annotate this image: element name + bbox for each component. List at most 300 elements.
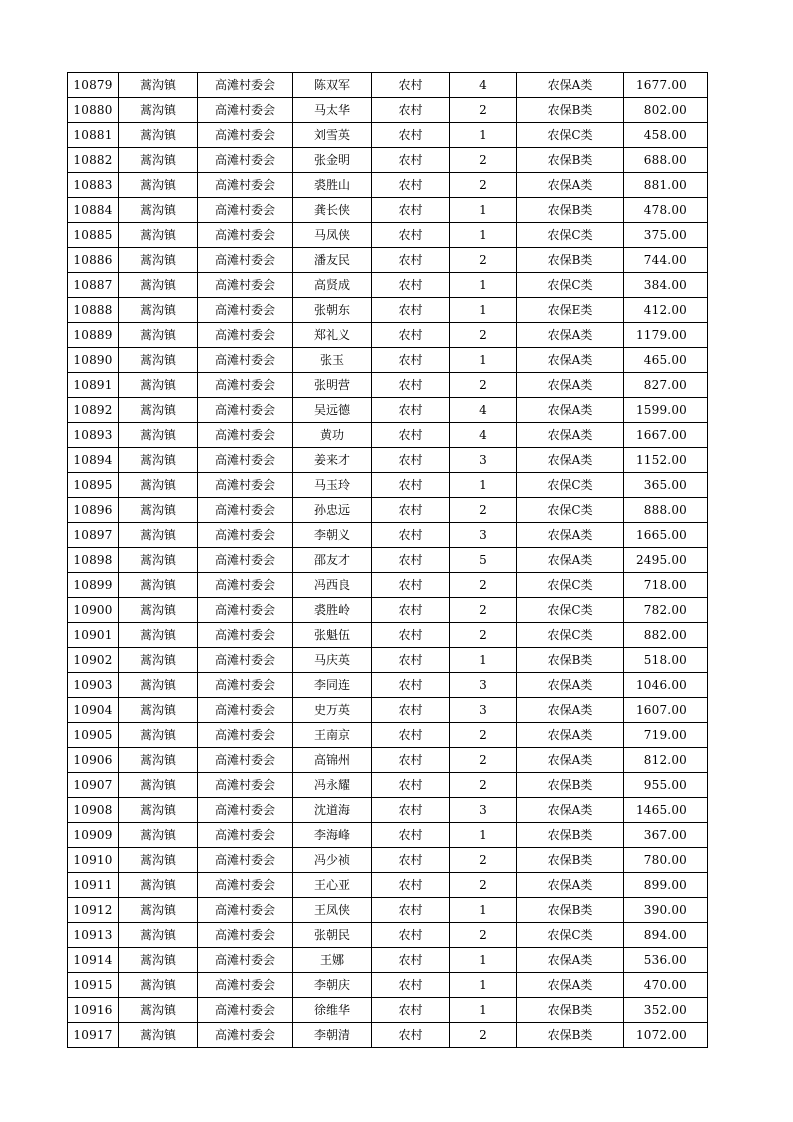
- table-row: [68, 623, 708, 648]
- table-row: [68, 923, 708, 948]
- insurance-class-cell: 农保A类: [517, 723, 624, 748]
- record-number: 10911: [68, 873, 119, 898]
- village-committee-cell: 高滩村委会: [198, 823, 293, 848]
- town-cell: 蒿沟镇: [119, 573, 198, 598]
- amount-cell: 955.00: [624, 773, 708, 798]
- insurance-class-cell: 农保C类: [517, 573, 624, 598]
- insurance-class-cell: 农保B类: [517, 198, 624, 223]
- area-type-cell: 农村: [372, 723, 450, 748]
- town-cell: 蒿沟镇: [119, 798, 198, 823]
- table-row: [68, 148, 708, 173]
- insurance-class-cell: 农保A类: [517, 548, 624, 573]
- village-committee-cell: 高滩村委会: [198, 623, 293, 648]
- amount-cell: 1179.00: [624, 323, 708, 348]
- record-number: 10904: [68, 698, 119, 723]
- name-cell: 张朝东: [293, 298, 372, 323]
- name-cell: 张魁伍: [293, 623, 372, 648]
- amount-cell: 1599.00: [624, 398, 708, 423]
- insurance-class-cell: 农保A类: [517, 948, 624, 973]
- village-committee-cell: 高滩村委会: [198, 873, 293, 898]
- village-committee-cell: 高滩村委会: [198, 348, 293, 373]
- town-cell: 蒿沟镇: [119, 898, 198, 923]
- amount-cell: 458.00: [624, 123, 708, 148]
- name-cell: 冯少祯: [293, 848, 372, 873]
- household-size-cell: 3: [450, 673, 517, 698]
- amount-cell: 888.00: [624, 498, 708, 523]
- village-committee-cell: 高滩村委会: [198, 998, 293, 1023]
- village-committee-cell: 高滩村委会: [198, 748, 293, 773]
- record-number: 10897: [68, 523, 119, 548]
- household-size-cell: 4: [450, 398, 517, 423]
- town-cell: 蒿沟镇: [119, 173, 198, 198]
- record-number: 10879: [68, 73, 119, 98]
- table-row: [68, 273, 708, 298]
- name-cell: 郑礼义: [293, 323, 372, 348]
- village-committee-cell: 高滩村委会: [198, 773, 293, 798]
- town-cell: 蒿沟镇: [119, 148, 198, 173]
- table-row: [68, 873, 708, 898]
- household-size-cell: 5: [450, 548, 517, 573]
- record-number: 10880: [68, 98, 119, 123]
- area-type-cell: 农村: [372, 373, 450, 398]
- name-cell: 张玉: [293, 348, 372, 373]
- amount-cell: 1665.00: [624, 523, 708, 548]
- table-row: [68, 423, 708, 448]
- household-size-cell: 1: [450, 648, 517, 673]
- table-row: [68, 598, 708, 623]
- town-cell: 蒿沟镇: [119, 98, 198, 123]
- area-type-cell: 农村: [372, 298, 450, 323]
- name-cell: 李朝义: [293, 523, 372, 548]
- table-body: [68, 73, 708, 1048]
- record-number: 10915: [68, 973, 119, 998]
- insurance-class-cell: 农保B类: [517, 148, 624, 173]
- amount-cell: 718.00: [624, 573, 708, 598]
- amount-cell: 518.00: [624, 648, 708, 673]
- area-type-cell: 农村: [372, 98, 450, 123]
- area-type-cell: 农村: [372, 548, 450, 573]
- household-size-cell: 1: [450, 273, 517, 298]
- amount-cell: 1607.00: [624, 698, 708, 723]
- amount-cell: 478.00: [624, 198, 708, 223]
- table-row: [68, 773, 708, 798]
- household-size-cell: 1: [450, 823, 517, 848]
- amount-cell: 365.00: [624, 473, 708, 498]
- village-committee-cell: 高滩村委会: [198, 573, 293, 598]
- insurance-class-cell: 农保A类: [517, 423, 624, 448]
- amount-cell: 780.00: [624, 848, 708, 873]
- area-type-cell: 农村: [372, 348, 450, 373]
- household-size-cell: 4: [450, 423, 517, 448]
- town-cell: 蒿沟镇: [119, 123, 198, 148]
- village-committee-cell: 高滩村委会: [198, 898, 293, 923]
- record-number: 10893: [68, 423, 119, 448]
- village-committee-cell: 高滩村委会: [198, 673, 293, 698]
- name-cell: 李朝清: [293, 1023, 372, 1048]
- record-number: 10890: [68, 348, 119, 373]
- table-row: [68, 73, 708, 98]
- town-cell: 蒿沟镇: [119, 973, 198, 998]
- household-size-cell: 4: [450, 73, 517, 98]
- area-type-cell: 农村: [372, 198, 450, 223]
- insurance-class-cell: 农保A类: [517, 373, 624, 398]
- area-type-cell: 农村: [372, 623, 450, 648]
- record-number: 10909: [68, 823, 119, 848]
- area-type-cell: 农村: [372, 73, 450, 98]
- household-size-cell: 2: [450, 148, 517, 173]
- record-number: 10914: [68, 948, 119, 973]
- table-row: [68, 548, 708, 573]
- name-cell: 李同连: [293, 673, 372, 698]
- table-row: [68, 998, 708, 1023]
- town-cell: 蒿沟镇: [119, 623, 198, 648]
- town-cell: 蒿沟镇: [119, 298, 198, 323]
- area-type-cell: 农村: [372, 398, 450, 423]
- insurance-class-cell: 农保A类: [517, 698, 624, 723]
- insurance-class-cell: 农保A类: [517, 673, 624, 698]
- record-number: 10906: [68, 748, 119, 773]
- household-size-cell: 2: [450, 773, 517, 798]
- amount-cell: 812.00: [624, 748, 708, 773]
- town-cell: 蒿沟镇: [119, 848, 198, 873]
- household-size-cell: 2: [450, 498, 517, 523]
- insurance-class-cell: 农保C类: [517, 123, 624, 148]
- area-type-cell: 农村: [372, 248, 450, 273]
- amount-cell: 390.00: [624, 898, 708, 923]
- record-number: 10894: [68, 448, 119, 473]
- insurance-class-cell: 农保A类: [517, 398, 624, 423]
- village-committee-cell: 高滩村委会: [198, 148, 293, 173]
- household-size-cell: 2: [450, 1023, 517, 1048]
- amount-cell: 1465.00: [624, 798, 708, 823]
- record-number: 10901: [68, 623, 119, 648]
- table-row: [68, 198, 708, 223]
- household-size-cell: 2: [450, 248, 517, 273]
- name-cell: 马凤侠: [293, 223, 372, 248]
- record-number: 10908: [68, 798, 119, 823]
- area-type-cell: 农村: [372, 573, 450, 598]
- table-row: [68, 523, 708, 548]
- table-row: [68, 98, 708, 123]
- area-type-cell: 农村: [372, 473, 450, 498]
- table-row: [68, 323, 708, 348]
- record-number: 10891: [68, 373, 119, 398]
- name-cell: 刘雪英: [293, 123, 372, 148]
- name-cell: 吴远德: [293, 398, 372, 423]
- town-cell: 蒿沟镇: [119, 1023, 198, 1048]
- area-type-cell: 农村: [372, 148, 450, 173]
- village-committee-cell: 高滩村委会: [198, 423, 293, 448]
- amount-cell: 375.00: [624, 223, 708, 248]
- insurance-class-cell: 农保E类: [517, 298, 624, 323]
- table-row: [68, 298, 708, 323]
- record-number: 10896: [68, 498, 119, 523]
- record-number: 10898: [68, 548, 119, 573]
- record-number: 10903: [68, 673, 119, 698]
- amount-cell: 744.00: [624, 248, 708, 273]
- area-type-cell: 农村: [372, 873, 450, 898]
- name-cell: 孙忠远: [293, 498, 372, 523]
- village-committee-cell: 高滩村委会: [198, 723, 293, 748]
- table-row: [68, 948, 708, 973]
- table-row: [68, 448, 708, 473]
- area-type-cell: 农村: [372, 273, 450, 298]
- town-cell: 蒿沟镇: [119, 223, 198, 248]
- household-size-cell: 1: [450, 198, 517, 223]
- table-row: [68, 248, 708, 273]
- area-type-cell: 农村: [372, 748, 450, 773]
- name-cell: 张明营: [293, 373, 372, 398]
- name-cell: 潘友民: [293, 248, 372, 273]
- area-type-cell: 农村: [372, 323, 450, 348]
- town-cell: 蒿沟镇: [119, 873, 198, 898]
- town-cell: 蒿沟镇: [119, 448, 198, 473]
- insurance-class-cell: 农保C类: [517, 473, 624, 498]
- name-cell: 高贤成: [293, 273, 372, 298]
- amount-cell: 881.00: [624, 173, 708, 198]
- name-cell: 邵友才: [293, 548, 372, 573]
- town-cell: 蒿沟镇: [119, 648, 198, 673]
- table-row: [68, 673, 708, 698]
- record-number: 10887: [68, 273, 119, 298]
- household-size-cell: 1: [450, 223, 517, 248]
- town-cell: 蒿沟镇: [119, 423, 198, 448]
- table-row: [68, 573, 708, 598]
- area-type-cell: 农村: [372, 848, 450, 873]
- town-cell: 蒿沟镇: [119, 923, 198, 948]
- table-row: [68, 473, 708, 498]
- area-type-cell: 农村: [372, 448, 450, 473]
- area-type-cell: 农村: [372, 598, 450, 623]
- record-number: 10884: [68, 198, 119, 223]
- household-size-cell: 2: [450, 598, 517, 623]
- name-cell: 张金明: [293, 148, 372, 173]
- record-number: 10912: [68, 898, 119, 923]
- village-committee-cell: 高滩村委会: [198, 498, 293, 523]
- area-type-cell: 农村: [372, 823, 450, 848]
- village-committee-cell: 高滩村委会: [198, 198, 293, 223]
- household-size-cell: 2: [450, 573, 517, 598]
- insurance-class-cell: 农保B类: [517, 248, 624, 273]
- name-cell: 冯西良: [293, 573, 372, 598]
- village-committee-cell: 高滩村委会: [198, 373, 293, 398]
- name-cell: 马玉玲: [293, 473, 372, 498]
- table-row: [68, 698, 708, 723]
- village-committee-cell: 高滩村委会: [198, 173, 293, 198]
- household-size-cell: 2: [450, 848, 517, 873]
- amount-cell: 384.00: [624, 273, 708, 298]
- village-committee-cell: 高滩村委会: [198, 948, 293, 973]
- household-size-cell: 2: [450, 748, 517, 773]
- name-cell: 王心亚: [293, 873, 372, 898]
- record-number: 10882: [68, 148, 119, 173]
- village-committee-cell: 高滩村委会: [198, 473, 293, 498]
- name-cell: 高锦州: [293, 748, 372, 773]
- record-number: 10902: [68, 648, 119, 673]
- insurance-class-cell: 农保C类: [517, 923, 624, 948]
- record-number: 10899: [68, 573, 119, 598]
- amount-cell: 688.00: [624, 148, 708, 173]
- record-number: 10881: [68, 123, 119, 148]
- name-cell: 龚长侠: [293, 198, 372, 223]
- area-type-cell: 农村: [372, 773, 450, 798]
- name-cell: 陈双军: [293, 73, 372, 98]
- amount-cell: 536.00: [624, 948, 708, 973]
- record-number: 10907: [68, 773, 119, 798]
- village-committee-cell: 高滩村委会: [198, 523, 293, 548]
- household-size-cell: 3: [450, 698, 517, 723]
- name-cell: 王南京: [293, 723, 372, 748]
- table-row: [68, 498, 708, 523]
- household-size-cell: 1: [450, 348, 517, 373]
- insurance-class-cell: 农保C类: [517, 598, 624, 623]
- town-cell: 蒿沟镇: [119, 548, 198, 573]
- household-size-cell: 1: [450, 948, 517, 973]
- record-number: 10917: [68, 1023, 119, 1048]
- town-cell: 蒿沟镇: [119, 398, 198, 423]
- record-number: 10892: [68, 398, 119, 423]
- town-cell: 蒿沟镇: [119, 523, 198, 548]
- household-size-cell: 1: [450, 973, 517, 998]
- table-row: [68, 373, 708, 398]
- record-number: 10888: [68, 298, 119, 323]
- table-row: [68, 823, 708, 848]
- name-cell: 徐维华: [293, 998, 372, 1023]
- name-cell: 裘胜山: [293, 173, 372, 198]
- town-cell: 蒿沟镇: [119, 198, 198, 223]
- area-type-cell: 农村: [372, 498, 450, 523]
- insurance-class-cell: 农保A类: [517, 73, 624, 98]
- household-size-cell: 3: [450, 448, 517, 473]
- area-type-cell: 农村: [372, 523, 450, 548]
- amount-cell: 894.00: [624, 923, 708, 948]
- town-cell: 蒿沟镇: [119, 323, 198, 348]
- area-type-cell: 农村: [372, 948, 450, 973]
- town-cell: 蒿沟镇: [119, 373, 198, 398]
- record-number: 10916: [68, 998, 119, 1023]
- town-cell: 蒿沟镇: [119, 498, 198, 523]
- area-type-cell: 农村: [372, 123, 450, 148]
- household-size-cell: 2: [450, 98, 517, 123]
- amount-cell: 1152.00: [624, 448, 708, 473]
- amount-cell: 352.00: [624, 998, 708, 1023]
- area-type-cell: 农村: [372, 973, 450, 998]
- amount-cell: 412.00: [624, 298, 708, 323]
- insurance-class-cell: 农保C类: [517, 223, 624, 248]
- town-cell: 蒿沟镇: [119, 698, 198, 723]
- town-cell: 蒿沟镇: [119, 473, 198, 498]
- name-cell: 冯永耀: [293, 773, 372, 798]
- village-committee-cell: 高滩村委会: [198, 273, 293, 298]
- insurance-class-cell: 农保C类: [517, 498, 624, 523]
- village-committee-cell: 高滩村委会: [198, 248, 293, 273]
- table-row: [68, 848, 708, 873]
- insurance-class-cell: 农保A类: [517, 873, 624, 898]
- area-type-cell: 农村: [372, 1023, 450, 1048]
- amount-cell: 899.00: [624, 873, 708, 898]
- household-size-cell: 1: [450, 473, 517, 498]
- table-row: [68, 348, 708, 373]
- table-row: [68, 798, 708, 823]
- town-cell: 蒿沟镇: [119, 73, 198, 98]
- household-size-cell: 2: [450, 923, 517, 948]
- insurance-class-cell: 农保B类: [517, 648, 624, 673]
- record-number: 10889: [68, 323, 119, 348]
- insurance-class-cell: 农保A类: [517, 748, 624, 773]
- amount-cell: 465.00: [624, 348, 708, 373]
- record-number: 10910: [68, 848, 119, 873]
- amount-cell: 367.00: [624, 823, 708, 848]
- village-committee-cell: 高滩村委会: [198, 698, 293, 723]
- name-cell: 李朝庆: [293, 973, 372, 998]
- table-row: [68, 973, 708, 998]
- village-committee-cell: 高滩村委会: [198, 848, 293, 873]
- insurance-class-cell: 农保A类: [517, 173, 624, 198]
- village-committee-cell: 高滩村委会: [198, 98, 293, 123]
- name-cell: 黄功: [293, 423, 372, 448]
- insurance-class-cell: 农保A类: [517, 523, 624, 548]
- name-cell: 王娜: [293, 948, 372, 973]
- area-type-cell: 农村: [372, 923, 450, 948]
- table-row: [68, 123, 708, 148]
- village-committee-cell: 高滩村委会: [198, 923, 293, 948]
- table-row: [68, 398, 708, 423]
- insurance-class-cell: 农保B类: [517, 898, 624, 923]
- town-cell: 蒿沟镇: [119, 248, 198, 273]
- record-number: 10883: [68, 173, 119, 198]
- area-type-cell: 农村: [372, 698, 450, 723]
- town-cell: 蒿沟镇: [119, 723, 198, 748]
- town-cell: 蒿沟镇: [119, 948, 198, 973]
- amount-cell: 470.00: [624, 973, 708, 998]
- table-row: [68, 748, 708, 773]
- household-size-cell: 2: [450, 173, 517, 198]
- insurance-class-cell: 农保C类: [517, 273, 624, 298]
- area-type-cell: 农村: [372, 223, 450, 248]
- amount-cell: 782.00: [624, 598, 708, 623]
- village-committee-cell: 高滩村委会: [198, 298, 293, 323]
- area-type-cell: 农村: [372, 798, 450, 823]
- area-type-cell: 农村: [372, 173, 450, 198]
- name-cell: 沈道海: [293, 798, 372, 823]
- name-cell: 王凤侠: [293, 898, 372, 923]
- insurance-class-cell: 农保A类: [517, 798, 624, 823]
- village-committee-cell: 高滩村委会: [198, 1023, 293, 1048]
- household-size-cell: 3: [450, 798, 517, 823]
- insurance-class-cell: 农保A类: [517, 348, 624, 373]
- village-committee-cell: 高滩村委会: [198, 648, 293, 673]
- village-committee-cell: 高滩村委会: [198, 973, 293, 998]
- record-number: 10895: [68, 473, 119, 498]
- household-size-cell: 2: [450, 323, 517, 348]
- town-cell: 蒿沟镇: [119, 598, 198, 623]
- amount-cell: 802.00: [624, 98, 708, 123]
- insurance-class-cell: 农保B类: [517, 998, 624, 1023]
- insurance-class-cell: 农保A类: [517, 973, 624, 998]
- amount-cell: 1046.00: [624, 673, 708, 698]
- table-row: [68, 173, 708, 198]
- town-cell: 蒿沟镇: [119, 773, 198, 798]
- household-size-cell: 1: [450, 998, 517, 1023]
- amount-cell: 1677.00: [624, 73, 708, 98]
- household-size-cell: 2: [450, 623, 517, 648]
- amount-cell: 719.00: [624, 723, 708, 748]
- area-type-cell: 农村: [372, 998, 450, 1023]
- household-size-cell: 1: [450, 123, 517, 148]
- household-size-cell: 2: [450, 873, 517, 898]
- town-cell: 蒿沟镇: [119, 998, 198, 1023]
- insurance-class-cell: 农保B类: [517, 98, 624, 123]
